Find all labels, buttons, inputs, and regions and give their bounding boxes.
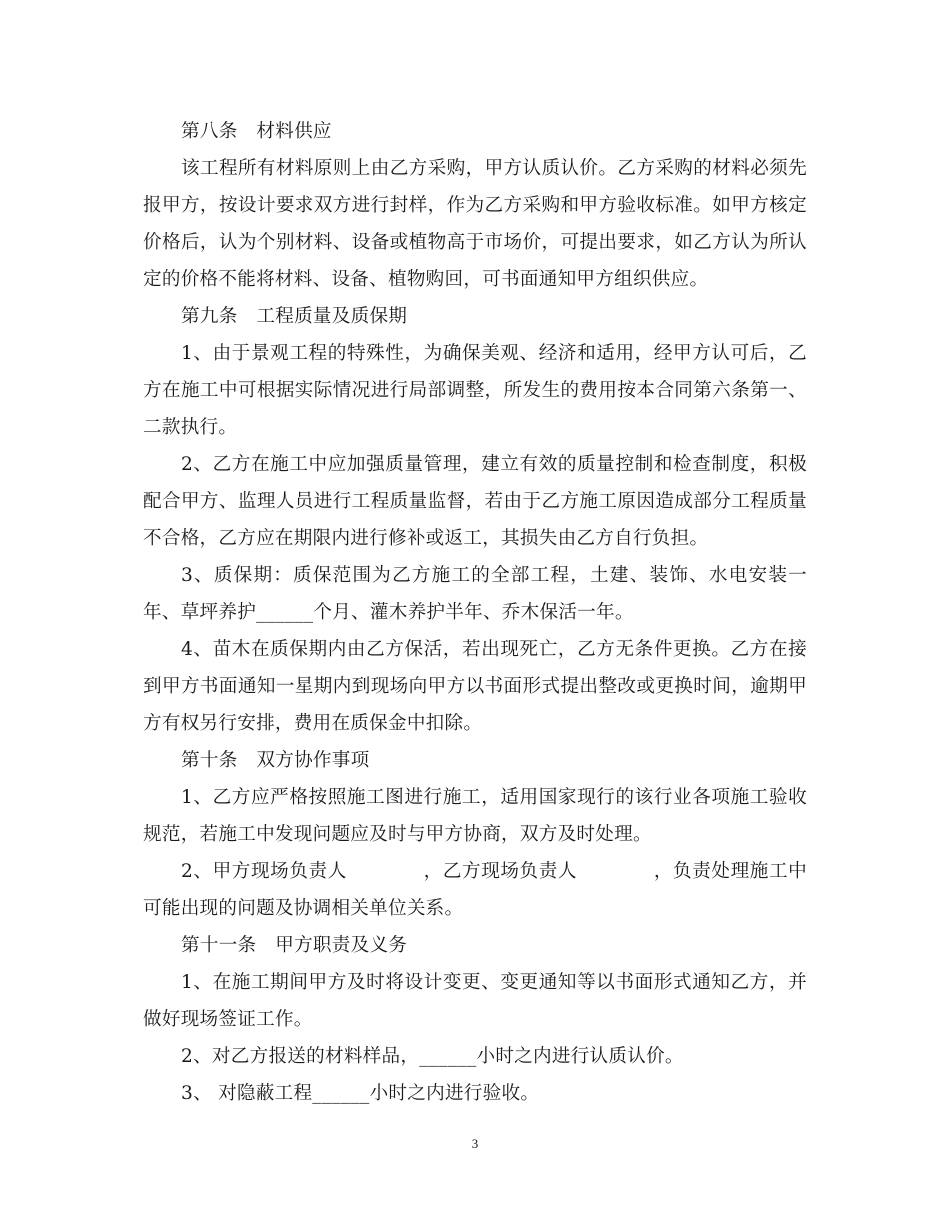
article-10-clause-2: 2、甲方现场负责人 ，乙方现场负责人 ，负责处理施工中可能出现的问题及协调相关单位关系。 — [143, 861, 807, 919]
document-body — [143, 113, 807, 1112]
article-9-clause-3: 3、质保期：质保范围为乙方施工的全部工程，土建、装饰、水电安装一年、草坪养护______个月、灌木养护半年、乔木保活一年。 — [143, 565, 807, 623]
article-11-heading: 第十一条 甲方职责及义务 — [181, 935, 408, 956]
article-11-clause-2: 2、对乙方报送的材料样品，______小时之内进行认质认价。 — [181, 1046, 684, 1067]
article-9-clause-2: 2、乙方在施工中应加强质量管理，建立有效的质量控制和检查制度，积极配合甲方、监理人员进行工程质量监督，若由于乙方施工原因造成部分工程质量不合格，乙方应在期限内进行修补或返工，其损失由乙方自行负担。 — [143, 454, 807, 549]
article-8-heading: 第八条 材料供应 — [181, 121, 332, 142]
article-9-clause-4: 4、苗木在质保期内由乙方保活，若出现死亡，乙方无条件更换。乙方在接到甲方书面通知一星期内到现场向甲方以书面形式提出整改或更换时间，逾期甲方有权另行安排，费用在质保金中扣除。 — [143, 639, 807, 734]
article-10-clause-1: 1、乙方应严格按照施工图进行施工，适用国家现行的该行业各项施工验收规范，若施工中发现问题应及时与甲方协商，双方及时处理。 — [143, 787, 807, 845]
article-8-paragraph: 该工程所有材料原则上由乙方采购，甲方认质认价。乙方采购的材料必须先报甲方，按设计要求双方进行封样，作为乙方采购和甲方验收标准。如甲方核定价格后，认为个别材料、设备或植物高于市场价，可提出要求，如乙方认为所认定的价格不能将材料、设备、植物购回，可书面通知甲方组织供应。 — [143, 158, 807, 290]
page-number: 3 — [471, 1136, 479, 1151]
article-11-clause-3: 3、 对隐蔽工程______小时之内进行验收。 — [181, 1083, 540, 1104]
article-10-heading: 第十条 双方协作事项 — [181, 750, 370, 771]
article-9-clause-1: 1、由于景观工程的特殊性，为确保美观、经济和适用，经甲方认可后，乙方在施工中可根据实际情况进行局部调整，所发生的费用按本合同第六条第一、二款执行。 — [143, 343, 807, 438]
article-11-clause-1: 1、在施工期间甲方及时将设计变更、变更通知等以书面形式通知乙方，并做好现场签证工作。 — [143, 972, 807, 1030]
article-9-heading: 第九条 工程质量及质保期 — [181, 306, 408, 327]
